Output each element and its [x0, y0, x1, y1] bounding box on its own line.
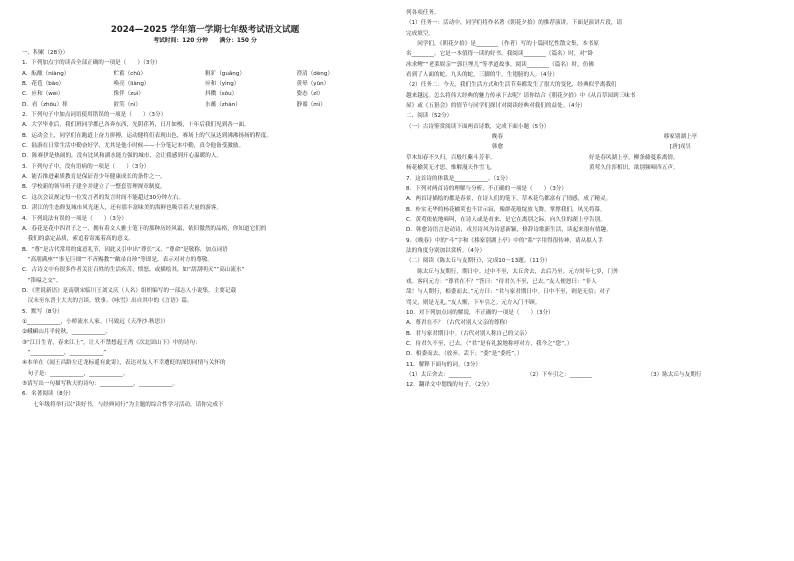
right-text-row: [406, 142, 772, 152]
right-text-line: A．两首诗描绘的都是春景，在诗人们的笔下，草木花鸟都富有了情感，成了精灵。: [406, 196, 612, 203]
right-text-row: [406, 132, 772, 142]
right-text-line: （2）任务二：今天，我们生活方式和生活节奏都发生了很大的变化，经典似乎离我们: [406, 82, 617, 89]
left-text-line: ⑤请写出一句描写秋天的诗句：____________，____________。: [22, 381, 179, 387]
right-text-line: B．君与家君期日中。（古代对别人称自己的父亲）: [406, 330, 531, 337]
right-text-line: 11．解释下面句的词。（3分）: [406, 361, 482, 368]
right-text-line: 完成填空。: [406, 30, 434, 37]
left-text-line: A．能否推进素质教育是保证青少年健康成长的条件之一。: [22, 174, 166, 181]
left-text-line: B．“尊”是古代常用的寓意礼节，因此又引申出“尊长”又、“尊命”是敬称，加点词语: [22, 246, 228, 253]
right-text-line: 哉！与人期行，相委而去。”元方曰：“君与家君期日中。日中不至，则是无信；对子: [406, 289, 611, 296]
left-text-line: D．《世说新语》是南朝宋临川王刘义庆（人名）组织编写的一部志人小说集，主要记载: [22, 287, 237, 294]
right-text-line: 冰求鲤”“老莱娱亲”“郭巨埋儿”等孝道故事，阅读________（篇名）时，仿佛: [406, 61, 594, 68]
left-text-line: 句子是：____________，____________。: [22, 370, 129, 377]
right-text-line: 骂父，则是无礼。”友人惭，下车引之。元方入门不顾。: [406, 299, 541, 306]
right-text-line: D．韩愈诗语言是动诗，戎昱诗风为诗意新颖，修辞诗歌新生活，读起来很有情趣。: [406, 227, 612, 234]
right-text-line: 9．《晚春》中的“斗”字和《移家别湖上亭》中的“系”字用得很传神，请从拟人手: [406, 237, 603, 244]
right-text-line: C．黄莺依依地啼叫，在诗人或是看来，是它在离别之际，向久住的湖上亭告别。: [406, 216, 606, 223]
right-text-cell: 好是春风湖上亭，柳条藤蔓系离情。: [589, 154, 679, 161]
left-text-line: “____________，____________”: [22, 349, 107, 356]
left-text-cell: 抖擞（sǒu）: [205, 91, 238, 98]
right-text-cell: 晚春: [491, 134, 504, 141]
left-text-line: 2．下列句子中加点词语使用错误的一项是（ ）（3分）: [22, 112, 167, 119]
left-text-cell: 粗犷（guǎng）: [205, 70, 245, 77]
left-text-cell: B．花苞（bāo）: [22, 81, 65, 88]
left-column: [22, 8, 388, 410]
left-text-row: [22, 79, 388, 89]
right-text-line: （二）阅读《陈太丘与友期行》，完成10～13题。（11分）: [406, 258, 551, 265]
left-text-cell: 应和（yìng）: [205, 81, 240, 88]
left-text-cell: 唤亮（liàng）: [113, 81, 150, 88]
left-text-cell: D．看（zhōu）摔: [22, 101, 68, 108]
right-text-line: C．待君久不至，已去。（“君”是有礼貌地称呼对方，我今之“您”。）: [406, 341, 573, 347]
left-text-line: ④本单在《闻王昌龄左迁龙标遥有此寄》，表达对友人不幸遭贬的深切同情与关怀的: [22, 360, 226, 367]
right-text-cell: （3）陈太丘与友期行: [647, 372, 702, 379]
right-text-line: 12．翻译文中划线的句子。（2分）: [406, 382, 493, 389]
right-text-line: 陈太丘与友期行，期日中。过中不至，太丘舍去，去后乃至。元方时年七岁，门外: [406, 268, 619, 275]
left-text-line: 3．下列句子中，没有语病的一项是（ ）（3分）: [22, 163, 150, 170]
right-text-line: （1）任务一：活动中，同学们将作名著《朝花夕拾》的推荐演讲。下面是演讲片段，请: [406, 20, 623, 27]
left-text-cell: 黄晕（yūn）: [296, 81, 330, 88]
left-text-line: A．春花是花中四君子之一，拥有着文人雅士笔下的那种历经风霜，依旧傲然的品格，你知道它们的: [22, 225, 267, 232]
left-text-line: C．陆游在日常生活中勤奋好学，尤其是他小时候——十分笔记本中勤，真令他备受激励。: [22, 143, 245, 150]
left-text-line: 4．下列说法有误的一项是（ ）（3分）: [22, 215, 128, 222]
right-text-line: 10．对下列加点词的解说，不正确的一项是（ ）（3分）: [406, 309, 554, 316]
left-text-line: ①____________，小桥流水人家。（马致远《天净沙·秋思》）: [22, 318, 169, 325]
right-text-line: 屋》或《五猖会》的情节与同学们探讨对阅读经典对我们的益处。（4分）: [406, 103, 586, 110]
left-text-line: ③“江日生青，春来江上”，让人不禁想起王湾《次北固山下》中的诗句：: [22, 339, 201, 346]
right-text-cell: 草木知春不久归，百般红紫斗芳菲。: [406, 154, 496, 161]
left-text-line: A．大学毕业后，我们班同学都已各奔东西，光阴荏苒，日月如梭，十年后我们见到各一面。: [22, 122, 250, 129]
right-column: [406, 8, 772, 391]
right-text-cell: 黄莺久住浑相识，欲别频啼四五声。: [589, 165, 679, 172]
left-text-row: [22, 100, 388, 110]
left-text-cell: 水蘸（zhàn）: [205, 101, 241, 108]
left-text-line: 一、积累（28分）: [22, 50, 69, 56]
left-text-cell: 静谧（mì）: [296, 101, 326, 108]
right-text-row: [406, 163, 772, 173]
right-text-line: 名________。它是一本值得一读的好书，我阅读________（篇名）时，对“卧: [406, 51, 594, 58]
left-text-line: C．这次会议规定每一位发言者的发言时间不能超过30分钟左右。: [22, 194, 185, 201]
right-text-line: （一）古诗鉴赏阅读下面两首诗歌，完成下面小题（5分）: [406, 123, 550, 130]
right-text-line: 越来越远。怎么将伟大经典的魅力传承下去呢？请你结合《朝花夕拾》中《从百草园到三味书: [406, 92, 636, 99]
exam-subtitle: 考试时间：120 分钟 满分：150 分: [153, 38, 257, 44]
left-text-cell: 贮蓄（chǔ）: [113, 70, 147, 77]
right-text-lines: [406, 8, 772, 391]
left-text-row: [22, 89, 388, 99]
right-text-cell: 移家别湖上亭: [663, 134, 698, 141]
left-text-line: 1．下列加点字的读音全部正确的一项是（ ）（3分）: [22, 60, 161, 67]
left-text-cell: 澄清（dèng）: [296, 70, 333, 77]
right-text-row: [406, 370, 772, 380]
right-text-line: B．朴实无华的杨花榆荚也不甘示寂，像群花般绽放飞舞，掌撑我们，风光将幕。: [406, 206, 606, 213]
left-text-line: 6．名著阅读（8分）: [22, 391, 74, 398]
left-text-cell: C．应和（wèi）: [22, 91, 64, 98]
left-text-line: B．运动会上，同学们在跑道上奋力拼搏，运动健将们表现出色，赛场上的气氛达到沸沸扬扬的程度。: [22, 132, 272, 139]
left-text-lines: [22, 48, 388, 410]
right-text-line: A．尊君在不？（古代对别人父亲的尊称）: [406, 320, 511, 327]
right-text-cell: （2）下车引之：________: [526, 372, 592, 379]
right-text-line: 二、阅读（52分）: [406, 113, 453, 120]
right-text-cell: （1）太丘舍去：________: [406, 372, 472, 379]
left-text-line: 我们的嘉定品质，索追着寄寓着高的意义。: [22, 236, 134, 243]
right-text-row: [406, 153, 772, 163]
left-text-line: D．湛江的生态修复城市风光迷人，还有那丰富味美的海鲜也吸引着大量的游客。: [22, 205, 223, 212]
left-text-line: C．古诗文中有很多作者关注百姓的生活疾苦，愤怒，或描绘其，如“刮刮明灭”“高山流水”: [22, 267, 245, 274]
left-text-cell: 侏伴（zuì）: [113, 91, 144, 98]
right-text-line: D．相委而去。（放弃、丢下；“委”是“委托”。）: [406, 351, 523, 358]
left-text-line: B．学校新的领导班子建全并建立了一整套管理规章制度。: [22, 184, 166, 191]
right-text-line: 法的角度分别加以赏析。（4分）: [406, 247, 486, 254]
left-text-line: ②峨嵋山月半轮秋，____________。: [22, 329, 111, 336]
right-text-cell: 杨花榆荚无才思，惟解漫天作雪飞。: [406, 165, 496, 172]
right-text-line: 列各项任务。: [406, 10, 440, 16]
left-text-row: [22, 69, 388, 79]
left-text-cell: 匿笑（nì）: [113, 101, 141, 108]
exam-title: 2024—2025 学年第一学期七年级考试语文试题: [110, 25, 300, 35]
left-text-line: D．陈赛伊是热闹的，没有比风和湖水能力强的城市，会让我感到开心温暖的人。: [22, 153, 223, 160]
left-text-line: 5．默写（8分）: [22, 308, 63, 315]
right-text-line: 看到了人面的蛇，九头的蛇，三脚的牛，生翅膀的人。（4分）: [406, 72, 558, 79]
right-text-cell: [唐]戎昱: [669, 144, 692, 151]
left-text-line: “笛嗌之交”。: [22, 277, 62, 284]
left-text-cell: 姿态（zī）: [296, 91, 324, 98]
right-text-line: 戏。客问元方：“尊君在不？”答曰：“待君久不至，已去。”友人便怒曰：“非人: [406, 278, 597, 285]
right-text-line: 8．下列对两首诗的理解与分析，不正确的一项是（ ）（3分）: [406, 185, 567, 192]
right-text-cell: 韩愈: [491, 144, 504, 151]
right-text-line: 同学们，《朝花夕拾》是________（作者）写的十篇回忆性散文集，本书原: [406, 41, 599, 48]
right-text-line: 7．这首诗的体裁是____________。（1分）: [406, 175, 512, 182]
left-text-line: “高朋满座”“事无巨细”“不吝赐教”“敝帚自珍”等即是，表示对对方的尊敬。: [22, 256, 213, 263]
left-text-cell: A．酝酿（niàng）: [22, 70, 70, 77]
left-text-line: 汉末至东晋士大夫的言谈、轶事。《咏雪》出自其中的《言语》篇。: [22, 298, 193, 305]
left-text-line: 七年级将举行以“读好书，与经典同行”为主题的综合性学习活动，请你完成下: [22, 401, 224, 408]
